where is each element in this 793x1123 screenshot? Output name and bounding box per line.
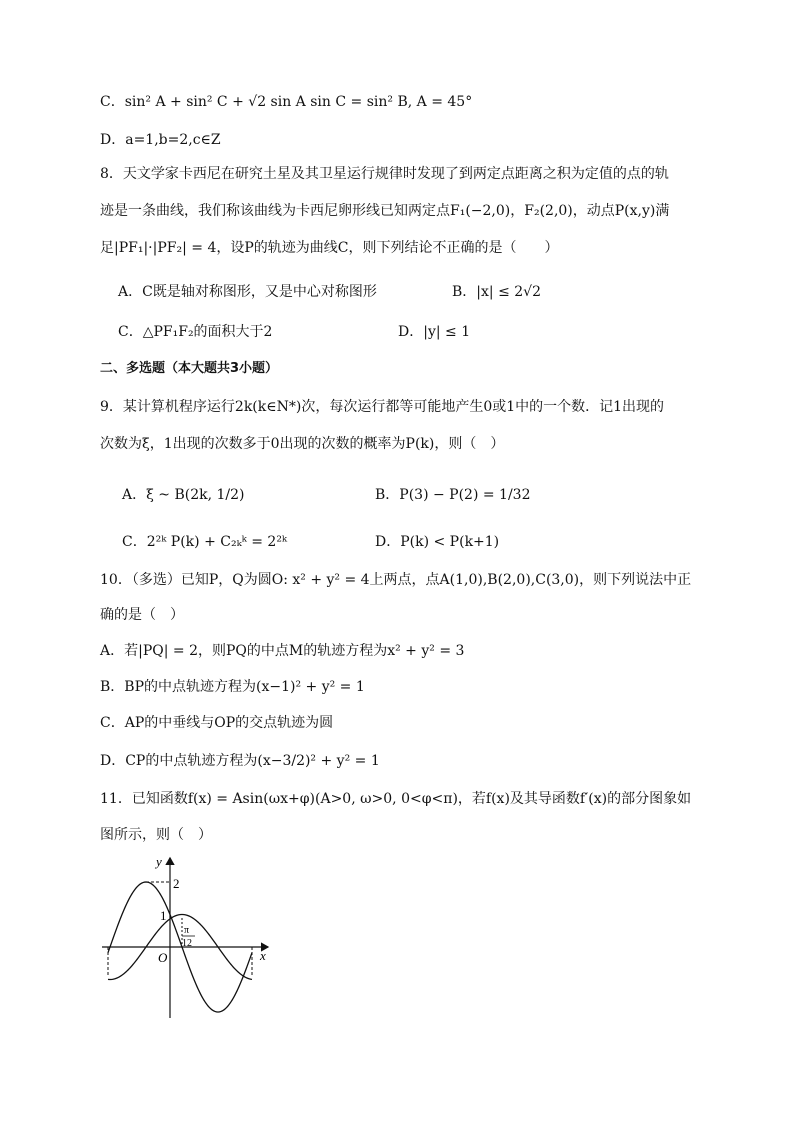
q8-stem-line2: 迹是一条曲线，我们称该曲线为卡西尼卵形线已知两定点F₁(−2,0)，F₂(2,0)，动点P(x,y)满 <box>100 203 670 219</box>
q9-option-a: A．ξ ~ B(2k, 1/2) <box>122 487 245 503</box>
q9-option-c: C．2²ᵏ P(k) + C₂ₖᵏ = 2²ᵏ <box>122 534 288 550</box>
x-axis-label: x <box>260 948 266 963</box>
q8-stem-line1: 8．天文学家卡西尼在研究土星及其卫星运行规律时发现了到两定点距离之积为定值的点的轨 <box>100 166 669 182</box>
q9-stem-line1: 9．某计算机程序运行2k(k∈N*)次，每次运行都等可能地产生0或1中的一个数．记1出现的 <box>100 399 665 415</box>
q8-option-b: B．|x| ≤ 2√2 <box>452 284 541 300</box>
tick-label-2: 2 <box>173 876 180 891</box>
section-heading: 二、多选题（本大题共3小题） <box>100 361 279 376</box>
tick-label-1: 1 <box>160 908 167 923</box>
q11-stem-line1: 11．已知函数f(x) = Asin(ωx+φ)(A>0, ω>0, 0<φ<π)，若f(x)及其导函数f′(x)的部分图象如 <box>100 791 692 807</box>
q7-option-c: C．sin² A + sin² C + √2 sin A sin C = sin² B, A = 45° <box>100 94 473 110</box>
q10-option-c: C．AP的中垂线与OP的交点轨迹为圆 <box>100 715 334 731</box>
q9-option-b: B．P(3) − P(2) = 1/32 <box>375 487 531 503</box>
q8-option-d: D．|y| ≤ 1 <box>398 324 471 340</box>
q10-option-a: A．若|PQ| = 2，则PQ的中点M的轨迹方程为x² + y² = 3 <box>100 643 465 659</box>
tick-label-12: 12 <box>182 938 192 949</box>
q10-option-d: D．CP的中点轨迹方程为(x−3/2)² + y² = 1 <box>100 753 380 769</box>
tick-label-pi: π <box>184 925 190 936</box>
origin-label: O <box>158 950 168 965</box>
q8-stem-line3: 足|PF₁|·|PF₂| = 4，设P的轨迹为曲线C，则下列结论不正确的是（ ） <box>100 240 559 256</box>
q8-option-a: A．C既是轴对称图形，又是中心对称图形 <box>118 284 377 300</box>
q8-option-c: C．△PF₁F₂的面积大于2 <box>118 324 273 340</box>
q10-stem-line2: 确的是（ ） <box>100 607 184 623</box>
q10-stem-line1: 10．（多选）已知P，Q为圆O: x² + y² = 4上两点，点A(1,0),B(2,0),C(3,0)，则下列说法中正 <box>100 572 692 588</box>
q11-stem-line2: 图所示，则（ ） <box>100 827 212 843</box>
y-axis-label: y <box>156 854 162 869</box>
function-graph <box>96 852 276 1020</box>
q9-option-d: D．P(k) < P(k+1) <box>375 534 500 550</box>
q9-stem-line2: 次数为ξ，1出现的次数多于0出现的次数的概率为P(k)，则（ ） <box>100 436 505 452</box>
q10-option-b: B．BP的中点轨迹方程为(x−1)² + y² = 1 <box>100 679 365 695</box>
q7-option-d: D．a=1,b=2,c∈Z <box>100 132 221 148</box>
